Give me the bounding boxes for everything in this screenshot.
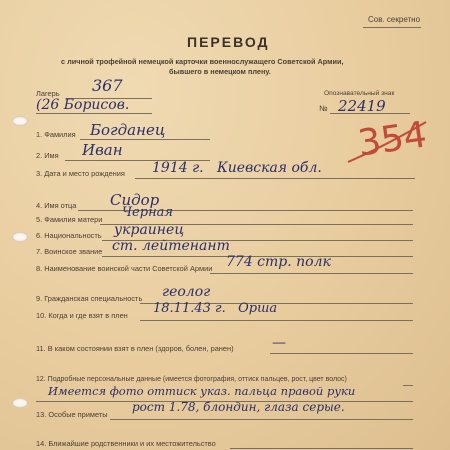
- field-value: Иван: [82, 141, 123, 159]
- field-value: 1914 г. Киевская обл.: [152, 160, 322, 176]
- field-value: украинец: [114, 222, 185, 238]
- red-pencil-strike: [340, 118, 430, 168]
- id-badge-label: Опознавательный знак: [324, 90, 395, 97]
- field-value: ст. лейтенант: [112, 238, 230, 254]
- field-label: 2. Имя: [36, 151, 59, 160]
- field-line: [135, 178, 415, 179]
- field-label: 14. Ближайшие родственники и их местожительство: [36, 439, 216, 448]
- field-value: Имеется фото оттиск указ. пальца правой руки: [48, 384, 356, 398]
- field-value: —: [272, 335, 286, 351]
- field-value: Сидор: [110, 191, 160, 209]
- document-subtitle: с личной трофейной немецкой карточки военнослужащего Советской Армии,: [61, 57, 344, 66]
- binder-hole: [12, 398, 28, 408]
- id-badge-prefix: №: [319, 104, 328, 113]
- classification-stamp: Сов. секретно: [368, 15, 421, 24]
- field-line: [403, 385, 413, 386]
- field-label: 6. Национальность: [36, 231, 102, 240]
- field-value: рост 1.78, блондин, глаза серые.: [132, 400, 345, 414]
- field-label: 8. Наименование воинской части Советской Армии: [36, 264, 213, 273]
- camp-label: Лагерь: [36, 89, 60, 98]
- field-line: [140, 320, 413, 321]
- field-value: геолог: [162, 284, 211, 300]
- field-label: 7. Воинское звание: [36, 247, 103, 256]
- field-label: 5. Фамилия матери: [36, 215, 103, 224]
- id-badge-value: 22419: [338, 97, 386, 115]
- classification-underline: [363, 27, 421, 28]
- field-value: 774 стр. полк: [226, 254, 331, 270]
- field-label: 1. Фамилия: [36, 130, 76, 139]
- field-line: [210, 273, 413, 274]
- field-label: 11. В каком состоянии взят в плен (здоров, болен, ранен): [36, 344, 234, 353]
- binder-hole: [12, 232, 28, 242]
- camp-note-line: [36, 113, 152, 114]
- field-line: [270, 353, 413, 354]
- field-line: [230, 448, 413, 449]
- field-label: 4. Имя отца: [36, 201, 77, 210]
- field-label: 13. Особые приметы: [36, 410, 108, 419]
- red-pencil-number: 354: [355, 114, 430, 165]
- binder-hole: [12, 116, 28, 126]
- field-label: 12. Подробные персональные данные (имеется фотография, оттиск пальцев, рост, цвет волос): [36, 376, 347, 383]
- field-value: 18.11.43 г. Орша: [153, 301, 278, 316]
- document-subtitle: бывшего в немецком плену.: [169, 67, 271, 76]
- field-line: [110, 419, 413, 420]
- field-value: Богданец: [90, 121, 166, 139]
- field-label: 9. Гражданская специальность: [36, 294, 143, 303]
- id-badge-line: [330, 113, 410, 114]
- camp-note: (26 Борисов.: [36, 97, 130, 113]
- field-label: 10. Когда и где взят в плен: [36, 311, 128, 320]
- camp-number: 367: [92, 76, 123, 95]
- document-title: ПЕРЕВОД: [187, 34, 270, 50]
- field-line: [80, 139, 210, 140]
- field-value: Черная: [122, 205, 173, 220]
- field-label: 3. Дата и место рождения: [36, 169, 125, 178]
